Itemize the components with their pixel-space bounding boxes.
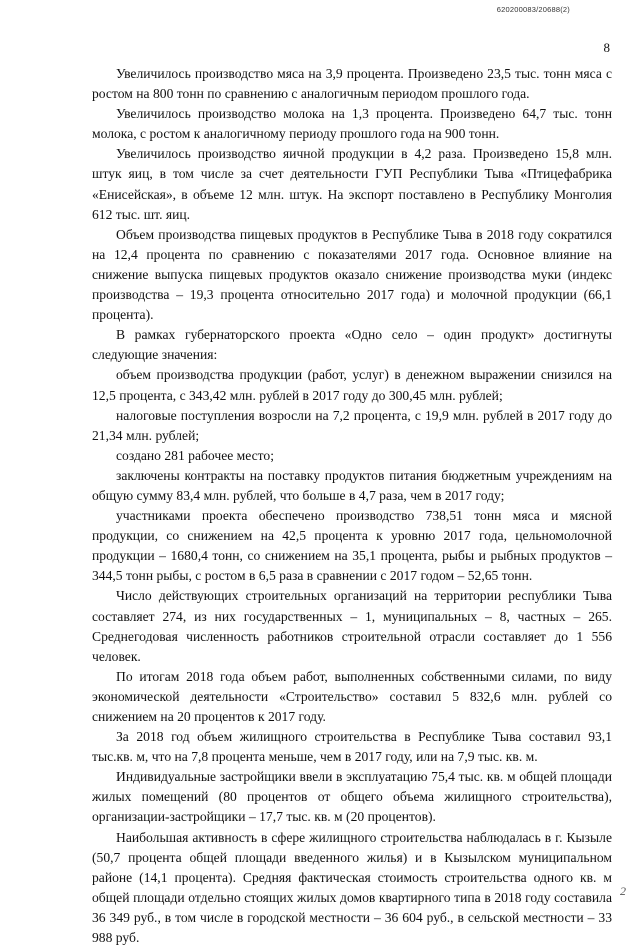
- document-id: 620200083/20688(2): [496, 5, 570, 14]
- paragraph-housing-volume: За 2018 год объем жилищного строительства в Республике Тыва составил 93,1 тыс.кв. м, что на 7,8 процента меньше, чем в 2017 году, или на 7,9 тыс. кв. м.: [92, 729, 612, 765]
- paragraph-eggs: Увеличилось производство яичной продукции в 4,2 раза. Произведено 15,8 млн. штук яиц, в том числе за счет деятельности ГУП Республики Тыва «Птицефабрика «Енисейская», в объеме 12 млн. штук. На экспорт поставлено в Республику Монголия 612 тыс. шт. яиц.: [92, 146, 612, 222]
- paragraph-production-volume: объем производства продукции (работ, услуг) в денежном выражении снизился на 12,5 процента, с 343,42 млн. рублей в 2017 году до 300,45 млн. рублей;: [92, 367, 612, 403]
- paragraph-contracts: заключены контракты на поставку продуктов питания бюджетным учреждениям на общую сумму 83,4 млн. рублей, что больше в 4,7 раза, чем в 2017 году;: [92, 467, 612, 503]
- paragraph-participants: участниками проекта обеспечено производство 738,51 тонн мяса и мясной продукции, со снижением на 42,5 процента к уровню 2017 года, цельномолочной продукции – 1680,4 тонн, со снижением на 35,1 процента, рыбы и рыбных продуктов – 344,5 тонн рыбы, с ростом в 6,5 раза в сравнении с 2017 годом – 52,65 тонн.: [92, 508, 612, 584]
- paragraph-food-products: Объем производства пищевых продуктов в Республике Тыва в 2018 году сократился на 12,4 процента по сравнению с показателями 2017 года. Основное влияние на снижение выпуска пищевых продуктов оказало снижение производства муки (индекс производства – 19,3 процента относительно 2017 года) и молочной продукции (66,1 процента).: [92, 226, 612, 323]
- paragraph-meat: Увеличилось производство мяса на 3,9 процента. Произведено 23,5 тыс. тонн мяса с ростом на 800 тонн по сравнению с аналогичным периодом прошлого года.: [92, 66, 612, 102]
- paragraph-construction-orgs: Число действующих строительных организаций на территории республики Тыва составляет 274, из них государственных – 1, муниципальных – 8, частных – 265. Среднегодовая численность работников строительной отрасли составляет до 1 556 человек.: [92, 588, 612, 664]
- paragraph-construction-volume: По итогам 2018 года объем работ, выполненных собственными силами, по виду экономической деятельности «Строительство» составил 5 832,6 млн. рублей со снижением на 20 процентов к 2017 году.: [92, 668, 612, 724]
- page-number: 8: [603, 40, 610, 55]
- paragraph-jobs: создано 281 рабочее место;: [116, 447, 275, 463]
- document-body: [92, 64, 612, 948]
- paragraph-project-intro: В рамках губернаторского проекта «Одно село – один продукт» достигнуты следующие значения:: [92, 327, 612, 363]
- paragraph-milk: Увеличилось производство молока на 1,3 процента. Произведено 64,7 тыс. тонн молока, с ростом к аналогичному периоду прошлого года на 900 тонн.: [92, 106, 612, 142]
- corner-mark: 2: [620, 884, 626, 898]
- paragraph-housing-activity: Наибольшая активность в сфере жилищного строительства наблюдалась в г. Кызыле (50,7 процента общей площади введенного жилья) и в Кызылском муниципальном районе (14,1 процента). Средняя фактическая стоимость строительства одного кв. м общей площади отдельно стоящих жилых домов квартирного типа в 2018 году составила 36 349 руб., в том числе в городской местности – 36 604 руб., в сельской местности – 33 988 руб.: [92, 829, 612, 946]
- paragraph-individual-builders: Индивидуальные застройщики ввели в эксплуатацию 75,4 тыс. кв. м общей площади жилых помещений (80 процентов от общего объема жилищного строительства), организации-застройщики – 17,7 тыс. кв. м (20 процентов).: [92, 769, 612, 825]
- paragraph-tax-revenue: налоговые поступления возросли на 7,2 процента, с 19,9 млн. рублей в 2017 году до 21,34 млн. рублей;: [92, 407, 612, 443]
